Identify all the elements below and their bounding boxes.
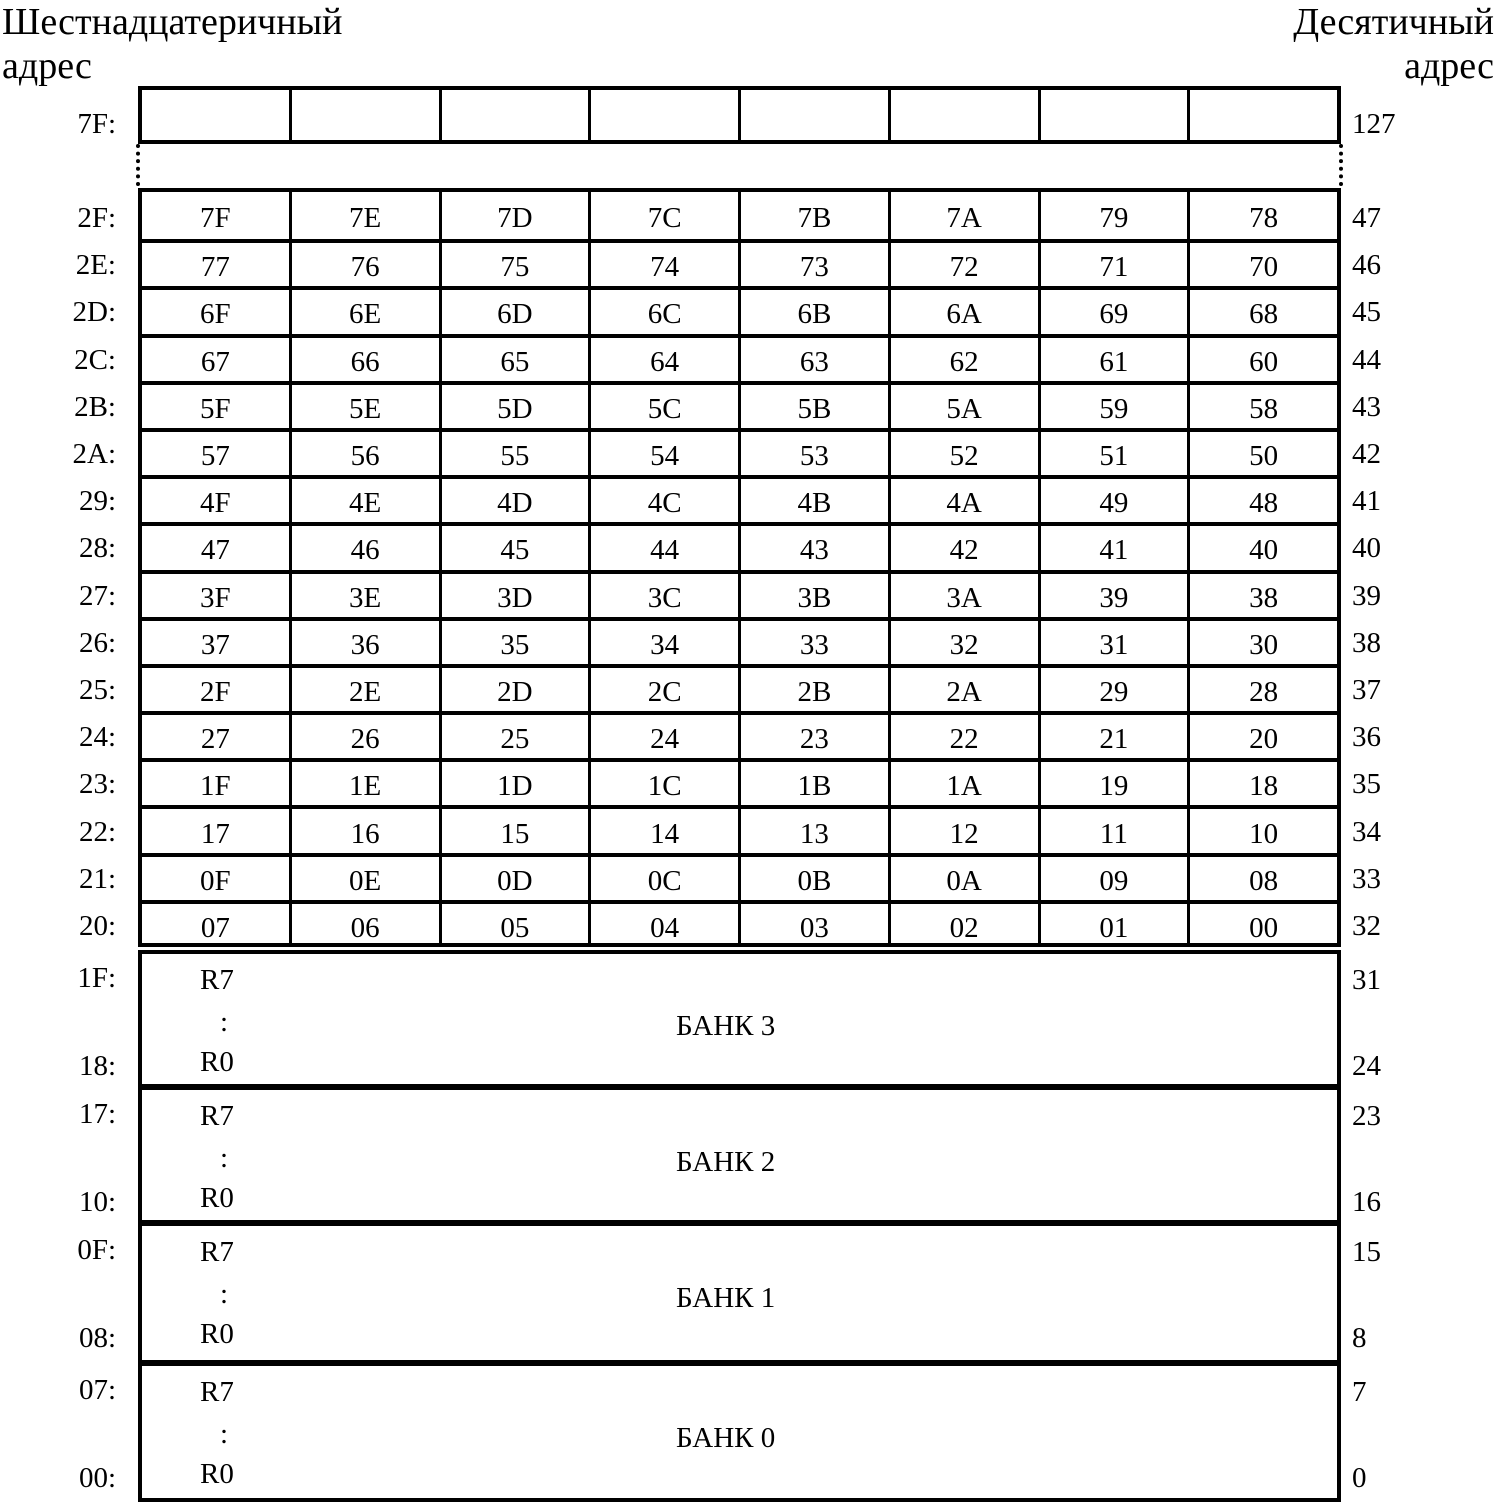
dec-row-label: 41	[1352, 485, 1381, 518]
dec-bank-bottom: 16	[1352, 1186, 1381, 1218]
hex-bank-top: 1F:	[77, 962, 116, 994]
bit-row	[142, 192, 1337, 239]
bit-address-cell: 6D	[439, 290, 589, 333]
dec-row-label: 37	[1352, 674, 1381, 706]
bit-address-cell: 1D	[439, 762, 589, 805]
bit-address-cell: 46	[289, 526, 439, 569]
bit-address-cell: 09	[1038, 857, 1188, 900]
hex-row-label: 20:	[78, 910, 116, 942]
bit-address-cell: 5C	[588, 385, 738, 428]
bit-address-cell: 52	[888, 432, 1038, 475]
bit-address-cell: 33	[738, 621, 888, 664]
bit-row	[142, 570, 1337, 617]
bit-address-cell: 35	[439, 621, 589, 664]
bit-address-cell: 00	[1187, 904, 1337, 947]
dec-row-label: 47	[1352, 202, 1381, 234]
bit-address-cell: 08	[1187, 857, 1337, 900]
bit-address-cell: 6E	[289, 290, 439, 333]
hex-row-label: 23:	[78, 768, 116, 801]
empty-bit-cell	[439, 90, 589, 140]
bit-address-cell: 24	[588, 715, 738, 758]
bit-address-cell: 3A	[888, 574, 1038, 617]
bit-address-cell: 6F	[200, 298, 231, 331]
bit-address-cell: 17	[200, 817, 230, 850]
dec-row-label: 38	[1352, 626, 1381, 659]
register-r7: R7	[200, 1100, 234, 1132]
dec-row-label: 36	[1352, 721, 1381, 754]
dec-bank-top: 15	[1352, 1236, 1381, 1268]
bit-address-cell: 69	[1038, 290, 1188, 333]
hex-bank-bottom: 10:	[78, 1186, 116, 1218]
hex-row-label: 2C:	[74, 343, 116, 376]
bit-address-cell: 18	[1187, 762, 1337, 805]
hex-bank-bottom: 00:	[78, 1462, 116, 1494]
bit-address-cell: 7F	[200, 202, 231, 235]
bit-address-cell: 37	[200, 628, 230, 661]
register-range-separator: :	[220, 1006, 229, 1038]
bit-address-cell: 1C	[588, 762, 738, 805]
bit-address-cell: 60	[1187, 338, 1337, 381]
bit-address-cell: 45	[439, 526, 589, 569]
hex-row-label: 22:	[78, 815, 116, 848]
dec-row-label: 34	[1352, 815, 1381, 848]
bit-address-cell: 0E	[289, 857, 439, 900]
bit-address-cell: 19	[1038, 762, 1188, 805]
bit-address-cell: 42	[888, 526, 1038, 569]
dec-row-label: 32	[1352, 910, 1381, 942]
bit-address-cell: 74	[588, 243, 738, 286]
bit-address-cell: 47	[200, 534, 230, 567]
bit-address-cell: 13	[738, 809, 888, 852]
hex-row-label: 2F:	[77, 202, 116, 234]
hex-row-label: 2B:	[74, 390, 116, 423]
bit-address-cell: 5D	[439, 385, 589, 428]
bit-address-cell: 5B	[738, 385, 888, 428]
bit-address-cell: 2B	[738, 668, 888, 711]
bit-address-cell: 03	[738, 904, 888, 947]
hex-bank-top: 17:	[78, 1098, 116, 1130]
dec-row-label: 35	[1352, 768, 1381, 801]
bit-address-cell: 3D	[439, 574, 589, 617]
bit-address-cell: 1F	[200, 770, 231, 803]
bit-address-cell: 7A	[888, 192, 1038, 239]
register-range-separator: :	[220, 1418, 229, 1450]
bit-address-cell: 29	[1038, 668, 1188, 711]
bank-name: БАНК 0	[676, 1422, 776, 1454]
bit-address-cell: 61	[1038, 338, 1188, 381]
bit-row	[142, 522, 1337, 569]
bit-address-cell: 05	[439, 904, 589, 947]
register-r7: R7	[200, 964, 234, 996]
register-r0: R0	[200, 1046, 234, 1078]
bit-address-cell: 1E	[289, 762, 439, 805]
bit-row	[142, 805, 1337, 852]
bit-address-cell: 57	[200, 440, 230, 473]
dec-bank-bottom: 24	[1352, 1050, 1381, 1082]
bit-address-cell: 5F	[200, 392, 231, 425]
dec-row-label: 44	[1352, 343, 1381, 376]
hex-row-label: 2E:	[75, 249, 116, 282]
bank-name: БАНК 3	[676, 1010, 776, 1042]
bit-address-cell: 73	[738, 243, 888, 286]
bit-address-cell: 72	[888, 243, 1038, 286]
bit-address-cell: 30	[1187, 621, 1337, 664]
bank-name: БАНК 1	[676, 1282, 776, 1314]
bit-address-cell: 2A	[888, 668, 1038, 711]
bit-row	[142, 381, 1337, 428]
bit-address-cell: 7C	[588, 192, 738, 239]
bit-address-cell: 44	[588, 526, 738, 569]
bit-address-cell: 34	[588, 621, 738, 664]
top-row-7f	[138, 86, 1341, 144]
dec-row-label: 46	[1352, 249, 1381, 282]
bit-address-cell: 63	[738, 338, 888, 381]
bit-address-cell: 32	[888, 621, 1038, 664]
bit-address-cell: 07	[200, 911, 230, 944]
bit-address-cell: 10	[1187, 809, 1337, 852]
bit-address-cell: 0F	[200, 864, 231, 897]
hex-bank-top: 0F:	[77, 1234, 116, 1266]
bit-address-cell: 58	[1187, 385, 1337, 428]
bit-address-cell: 12	[888, 809, 1038, 852]
bank-name: БАНК 2	[676, 1146, 776, 1178]
bit-address-cell: 20	[1187, 715, 1337, 758]
bit-address-cell: 79	[1038, 192, 1188, 239]
dec-row-label: 40	[1352, 532, 1381, 565]
empty-bit-cell	[1187, 90, 1337, 140]
bit-address-cell: 4F	[200, 487, 231, 520]
empty-bit-cell	[888, 90, 1038, 140]
hex-row-label: 24:	[78, 721, 116, 754]
bit-address-cell: 68	[1187, 290, 1337, 333]
bit-address-cell: 02	[888, 904, 1038, 947]
dec-row-label: 33	[1352, 862, 1381, 895]
bit-address-cell: 22	[888, 715, 1038, 758]
dec-row-label: 45	[1352, 296, 1381, 329]
bit-address-cell: 67	[200, 345, 230, 378]
hex-label-top: 7F:	[77, 108, 116, 140]
bit-address-cell: 76	[289, 243, 439, 286]
top-row-cells	[142, 90, 1337, 140]
hex-row-label: 28:	[78, 532, 116, 565]
bit-address-cell: 70	[1187, 243, 1337, 286]
bit-address-cell: 01	[1038, 904, 1188, 947]
hex-bank-bottom: 08:	[78, 1322, 116, 1354]
bit-address-cell: 54	[588, 432, 738, 475]
register-range-separator: :	[220, 1278, 229, 1310]
dec-bank-bottom: 8	[1352, 1322, 1367, 1354]
bit-address-cell: 5A	[888, 385, 1038, 428]
bit-row	[142, 711, 1337, 758]
bit-address-cell: 3C	[588, 574, 738, 617]
dec-bank-top: 7	[1352, 1376, 1367, 1408]
empty-bit-cell	[588, 90, 738, 140]
register-r0: R0	[200, 1458, 234, 1490]
bit-address-cell: 4E	[289, 479, 439, 522]
bit-address-cell: 65	[439, 338, 589, 381]
bit-address-cell: 40	[1187, 526, 1337, 569]
bit-address-cell: 0A	[888, 857, 1038, 900]
hex-row-label: 26:	[78, 626, 116, 659]
bit-address-cell: 31	[1038, 621, 1188, 664]
bit-address-cell: 06	[289, 904, 439, 947]
bit-address-cell: 16	[289, 809, 439, 852]
bit-address-cell: 2D	[439, 668, 589, 711]
bit-address-cell: 66	[289, 338, 439, 381]
bit-address-cell: 0C	[588, 857, 738, 900]
bit-address-cell: 4B	[738, 479, 888, 522]
bit-row	[142, 617, 1337, 664]
bit-row	[142, 239, 1337, 286]
bit-address-cell: 3E	[289, 574, 439, 617]
bit-address-cell: 2F	[200, 675, 231, 708]
bit-row	[142, 475, 1337, 522]
bit-address-cell: 04	[588, 904, 738, 947]
bit-row	[142, 853, 1337, 900]
address-gap-dotted	[136, 144, 1343, 186]
bit-address-cell: 7D	[439, 192, 589, 239]
empty-bit-cell	[738, 90, 888, 140]
bit-address-cell: 21	[1038, 715, 1188, 758]
register-r0: R0	[200, 1182, 234, 1214]
bit-address-cell: 53	[738, 432, 888, 475]
bit-address-cell: 78	[1187, 192, 1337, 239]
bit-addressable-area	[138, 188, 1341, 947]
bit-address-cell: 0B	[738, 857, 888, 900]
bit-row	[142, 900, 1337, 947]
bit-address-cell: 6B	[738, 290, 888, 333]
bit-address-cell: 71	[1038, 243, 1188, 286]
hex-row-label: 25:	[78, 674, 116, 706]
bit-address-cell: 36	[289, 621, 439, 664]
bit-address-cell: 51	[1038, 432, 1188, 475]
bit-address-cell: 38	[1187, 574, 1337, 617]
bit-address-cell: 1A	[888, 762, 1038, 805]
bit-address-cell: 11	[1038, 809, 1188, 852]
bit-row	[142, 334, 1337, 381]
bit-address-cell: 23	[738, 715, 888, 758]
hex-row-label: 21:	[78, 862, 116, 895]
bit-address-cell: 28	[1187, 668, 1337, 711]
bit-address-cell: 6A	[888, 290, 1038, 333]
bit-address-cell: 5E	[289, 385, 439, 428]
empty-bit-cell	[1038, 90, 1188, 140]
bit-address-cell: 6C	[588, 290, 738, 333]
hex-row-label: 2A:	[72, 438, 116, 470]
bit-address-cell: 14	[588, 809, 738, 852]
bit-address-cell: 55	[439, 432, 589, 475]
bit-address-cell: 4A	[888, 479, 1038, 522]
bit-row	[142, 428, 1337, 475]
hex-row-label: 2D:	[72, 296, 116, 329]
empty-bit-cell	[289, 90, 439, 140]
bit-address-cell: 62	[888, 338, 1038, 381]
bit-address-cell: 25	[439, 715, 589, 758]
register-r7: R7	[200, 1236, 234, 1268]
dec-row-label: 42	[1352, 438, 1381, 470]
bit-address-cell: 1B	[738, 762, 888, 805]
bit-address-cell: 27	[200, 723, 230, 756]
register-range-separator: :	[220, 1142, 229, 1174]
bit-address-cell: 3B	[738, 574, 888, 617]
bit-address-cell: 7E	[289, 192, 439, 239]
bit-address-cell: 59	[1038, 385, 1188, 428]
bit-address-cell: 15	[439, 809, 589, 852]
dec-bank-bottom: 0	[1352, 1462, 1367, 1494]
hex-address-title: Шестнадцатеричный адрес	[2, 1, 343, 87]
empty-bit-cell	[142, 90, 289, 140]
bit-address-cell: 49	[1038, 479, 1188, 522]
dec-bank-top: 31	[1352, 964, 1381, 996]
bit-address-cell: 41	[1038, 526, 1188, 569]
dec-row-label: 43	[1352, 390, 1381, 423]
bit-row	[142, 664, 1337, 711]
hex-row-label: 27:	[78, 579, 116, 612]
bit-address-cell: 2E	[289, 668, 439, 711]
dec-label-top: 127	[1352, 108, 1396, 140]
register-r0: R0	[200, 1318, 234, 1350]
bit-address-cell: 4C	[588, 479, 738, 522]
bit-address-cell: 50	[1187, 432, 1337, 475]
bit-address-cell: 56	[289, 432, 439, 475]
bit-address-cell: 43	[738, 526, 888, 569]
bit-address-cell: 39	[1038, 574, 1188, 617]
bit-row	[142, 286, 1337, 333]
dec-row-label: 39	[1352, 579, 1381, 612]
bit-address-cell: 64	[588, 338, 738, 381]
bit-address-cell: 77	[200, 251, 230, 284]
bit-address-cell: 75	[439, 243, 589, 286]
bit-address-cell: 4D	[439, 479, 589, 522]
hex-bank-top: 07:	[78, 1374, 116, 1406]
bit-address-cell: 2C	[588, 668, 738, 711]
dec-bank-top: 23	[1352, 1100, 1381, 1132]
hex-bank-bottom: 18:	[78, 1050, 116, 1082]
bit-row	[142, 758, 1337, 805]
bit-address-cell: 26	[289, 715, 439, 758]
hex-row-label: 29:	[78, 485, 116, 518]
bit-address-cell: 3F	[200, 581, 231, 614]
bit-address-cell: 48	[1187, 479, 1337, 522]
bit-address-cell: 7B	[738, 192, 888, 239]
register-r7: R7	[200, 1376, 234, 1408]
bit-address-cell: 0D	[439, 857, 589, 900]
dec-address-title: Десятичный адрес	[1293, 1, 1494, 87]
